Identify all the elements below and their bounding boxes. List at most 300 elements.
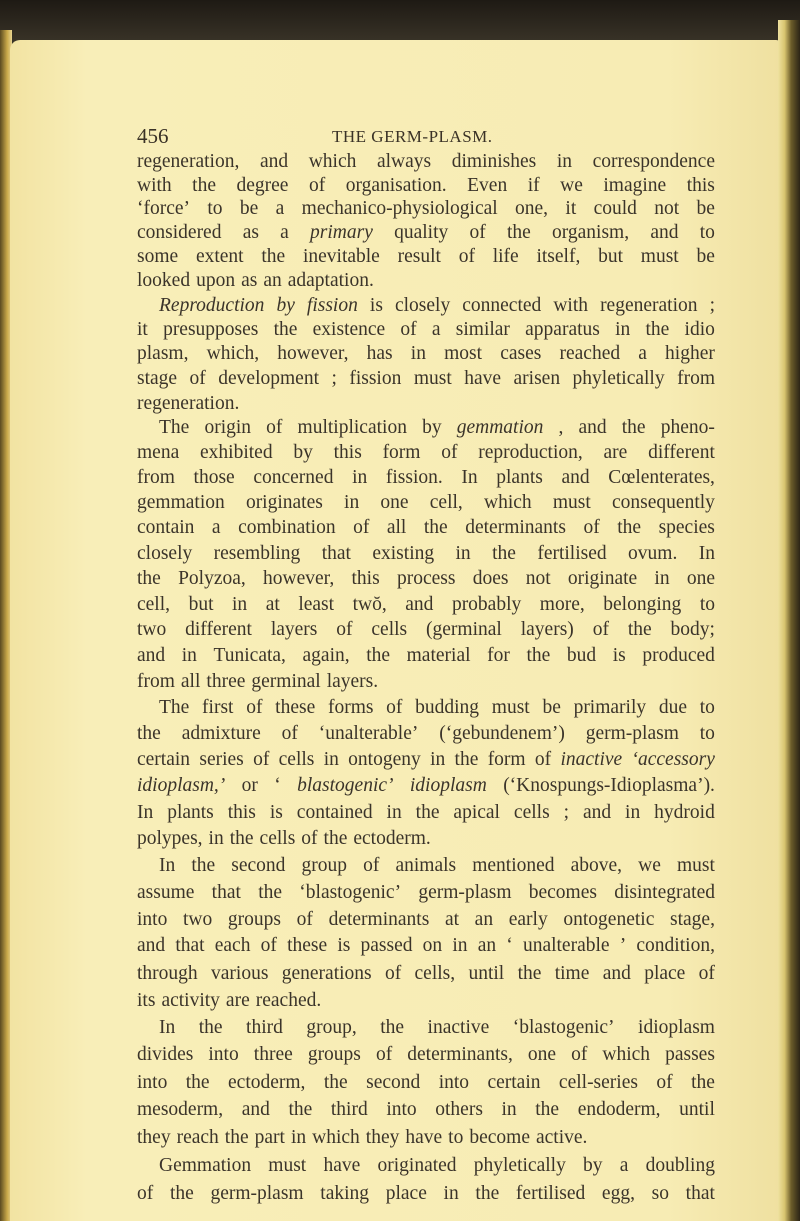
word: belonging (603, 593, 682, 615)
word: however, (277, 343, 349, 365)
word: but (598, 246, 624, 268)
word: ectoderm. (353, 828, 431, 850)
word: from (677, 367, 715, 389)
word: active. (535, 1127, 588, 1149)
word: third (330, 1099, 368, 1121)
word: has (366, 343, 393, 365)
word: contained (296, 801, 373, 823)
word: into (386, 1099, 417, 1121)
word: process (396, 568, 456, 590)
word: of (246, 696, 263, 718)
text-line (137, 466, 715, 490)
word: of (592, 619, 609, 641)
word: a (638, 343, 647, 365)
word: part (254, 1127, 285, 1149)
word: and (561, 467, 590, 489)
text-line (159, 696, 715, 720)
word: on (422, 935, 443, 957)
word: various (211, 962, 269, 984)
word: stage, (670, 908, 715, 930)
text-line (137, 367, 715, 391)
word: group (301, 854, 348, 876)
word: in (410, 343, 426, 365)
word: considered (137, 222, 222, 244)
word: by (293, 442, 313, 464)
word: and (650, 222, 679, 244)
word: imagine (603, 174, 667, 196)
word: until (679, 1099, 715, 1121)
text-line (137, 774, 715, 798)
word: in (344, 492, 360, 514)
text-line (137, 881, 715, 905)
text-line (137, 934, 715, 958)
word: gemmation (137, 492, 225, 514)
word: some (137, 246, 179, 268)
word: the (645, 318, 670, 340)
italic-word: idioplasm (409, 775, 487, 797)
word: to (699, 722, 715, 744)
word: of (583, 517, 600, 539)
word: the (169, 1183, 194, 1204)
word: combination (238, 517, 336, 539)
italic-word: gemmation (456, 417, 544, 439)
text-line (137, 269, 715, 293)
word: different (648, 442, 715, 464)
text-line (137, 593, 715, 617)
word: ‘force’ (137, 198, 191, 220)
word: as (242, 222, 259, 244)
word: groups (227, 908, 281, 930)
word: in (654, 568, 670, 590)
text-line (137, 392, 715, 416)
word: (‘Knospungs-Idioplasma’). (503, 775, 715, 797)
word: germinal (251, 670, 321, 692)
word: disintegrated (614, 881, 715, 903)
word: place (385, 1183, 427, 1204)
word: the (423, 517, 448, 539)
word: and (405, 593, 434, 615)
word: ‘unalterable’ (318, 722, 419, 744)
word: of (386, 696, 403, 718)
italic-word: idioplasm,’ (137, 775, 226, 797)
word: cell-series (558, 1071, 638, 1093)
word: The (159, 417, 190, 439)
word: inevitable (302, 246, 380, 268)
word: connected (462, 294, 542, 316)
word: reach (176, 1127, 219, 1149)
text-line (137, 1043, 715, 1067)
word: for (487, 645, 510, 666)
word: upon (196, 270, 236, 292)
word: into (438, 1071, 470, 1093)
scan-background-top (0, 0, 800, 44)
word: In (159, 1016, 176, 1038)
word: ‘blastogenic’ (299, 881, 402, 903)
word: ontogenetic (563, 908, 655, 930)
word: in (443, 1183, 459, 1204)
word: determinants (328, 908, 430, 930)
word: the (617, 517, 642, 539)
word: itself, (536, 246, 581, 268)
text-line (137, 542, 715, 566)
word: the (535, 1099, 560, 1121)
word: as (241, 270, 258, 292)
word: plants (167, 801, 214, 823)
word: apical (453, 801, 500, 823)
word: to (207, 198, 223, 220)
word: least (298, 593, 335, 615)
word: life (492, 246, 519, 268)
word: be (696, 198, 715, 220)
word: of (571, 1044, 588, 1066)
word: budding (415, 696, 480, 718)
word: that (175, 935, 205, 957)
word: fertilised (537, 542, 607, 564)
book-right-edge (778, 20, 800, 1221)
word: must (677, 854, 715, 876)
word: in (615, 318, 631, 340)
word: at (265, 593, 280, 615)
word: the (517, 962, 542, 984)
word: must (640, 246, 679, 268)
word: to (699, 222, 715, 244)
word: twŏ, (352, 593, 387, 615)
word: two (137, 619, 167, 641)
word: series (199, 749, 244, 771)
word: again, (302, 645, 350, 666)
word: the (380, 1016, 405, 1038)
text-line (137, 827, 715, 851)
word: cells (259, 828, 296, 850)
word: phyletically (473, 1155, 566, 1177)
word: In (698, 542, 715, 564)
word: germ-plasm (210, 1183, 304, 1204)
word: ‘blastogenic’ (512, 1016, 615, 1038)
word: mechanico-physiological (301, 198, 498, 220)
word: in (181, 645, 197, 666)
word: but (188, 593, 214, 615)
italic-word: Reproduction (159, 294, 265, 316)
word: inactive (427, 1016, 490, 1038)
word: this (227, 801, 256, 823)
word: phyletically (572, 367, 665, 389)
italic-word: primary (310, 222, 373, 244)
word: cell, (429, 492, 463, 514)
word: always (376, 151, 432, 172)
word: due (658, 696, 688, 718)
word: fertilised (515, 1183, 586, 1204)
word: these (287, 935, 328, 957)
word: have (405, 1127, 443, 1149)
word: we (560, 174, 583, 196)
word: time (554, 962, 590, 984)
word: egg, (601, 1183, 635, 1204)
italic-word: fission (306, 294, 358, 316)
word: its (137, 989, 156, 1011)
word: Tunicata, (213, 645, 286, 666)
word: pheno- (660, 417, 715, 439)
word: more, (539, 593, 585, 615)
word: second (366, 1071, 421, 1093)
word: passes (665, 1044, 715, 1066)
word: which (484, 492, 532, 514)
word: the (261, 246, 286, 268)
word: have (464, 367, 502, 389)
word: a (431, 318, 441, 340)
word: the (288, 1099, 313, 1121)
word: the (185, 1071, 210, 1093)
word: plasm, (137, 343, 189, 365)
word: a (619, 1155, 629, 1177)
word: and (137, 645, 166, 666)
word: organisation. (345, 174, 447, 196)
word: and (578, 417, 607, 439)
word: in (352, 467, 368, 489)
text-line (137, 150, 715, 174)
word: in (452, 935, 468, 957)
word: are (225, 989, 250, 1011)
word: resembling (213, 542, 301, 564)
word: an (477, 935, 497, 957)
word: animals (395, 854, 457, 876)
word: all (386, 517, 407, 539)
word: which (312, 1127, 360, 1149)
word: from (137, 670, 175, 692)
text-line (137, 567, 715, 591)
word: body; (670, 619, 715, 641)
word: the (192, 174, 216, 196)
word: a (275, 198, 285, 220)
word: that (211, 881, 241, 903)
word: result (397, 246, 441, 268)
word: it (565, 198, 577, 220)
word: idioplasm (638, 1016, 715, 1038)
word: form (487, 749, 526, 771)
word: the (621, 417, 646, 439)
word: are (603, 442, 628, 464)
text-line (137, 342, 715, 366)
word: of (308, 174, 326, 196)
word: into (137, 908, 168, 930)
word: which (602, 1044, 651, 1066)
word: or (241, 775, 258, 797)
italic-word: inactive (560, 749, 623, 771)
word: layers. (326, 670, 379, 692)
word: germ-plasm (585, 722, 679, 744)
word: regeneration (600, 294, 698, 316)
text-line (137, 1126, 715, 1150)
italic-word: by (276, 294, 295, 316)
word: in (556, 151, 573, 172)
word: stage (137, 367, 178, 389)
word: organism, (552, 222, 630, 244)
word: of (189, 367, 206, 389)
text-line (137, 801, 715, 825)
word: of (656, 1071, 673, 1093)
word: the (627, 619, 652, 641)
word: condition, (636, 935, 715, 957)
word: with (137, 174, 172, 196)
text-line (159, 294, 715, 318)
word: the (454, 749, 479, 771)
word: determinants, (407, 1044, 513, 1066)
word: is (269, 801, 283, 823)
word: In (461, 467, 478, 489)
text-line (159, 1016, 715, 1040)
text-line (137, 962, 715, 986)
word: Polyzoa, (178, 568, 246, 590)
word: must (552, 492, 591, 514)
word: the (475, 1183, 500, 1204)
word: cases (500, 343, 542, 365)
word: to (699, 593, 715, 615)
word: extent (195, 246, 244, 268)
word: Even (467, 174, 508, 196)
word: the (492, 542, 516, 564)
word: into (208, 1044, 239, 1066)
word: mena (137, 442, 180, 464)
word: an (263, 270, 282, 292)
word: , (558, 417, 564, 439)
word: reached (559, 343, 621, 365)
word: of (336, 619, 353, 641)
word: of (698, 962, 715, 984)
word: existing (372, 542, 435, 564)
word: three (253, 1044, 293, 1066)
word: becomes (528, 881, 597, 903)
text-line (137, 989, 715, 1013)
word: all (180, 670, 201, 692)
text-line (159, 854, 715, 878)
word: group, (306, 1016, 357, 1038)
word: we (638, 854, 661, 876)
word: in (501, 1099, 517, 1121)
word: and (259, 151, 289, 172)
word: fission. (385, 467, 443, 489)
word: origin (204, 417, 252, 439)
word: reached. (255, 989, 322, 1011)
word: through (137, 962, 198, 984)
word: two (183, 908, 213, 930)
word: arisen (513, 367, 561, 389)
word: these (275, 696, 316, 718)
word: determinants (465, 517, 566, 539)
word: higher (665, 343, 715, 365)
word: the (323, 828, 348, 850)
text-line (137, 197, 715, 221)
word: cells (371, 619, 408, 641)
text-line (137, 174, 715, 198)
word: an (474, 908, 494, 930)
word: into (137, 1071, 168, 1093)
word: by (583, 1155, 603, 1177)
word: not (525, 568, 551, 590)
word: different (185, 619, 252, 641)
word: of (534, 749, 552, 771)
text-line (137, 441, 715, 465)
text-line (137, 516, 715, 540)
word: passed (360, 935, 413, 957)
word: that (685, 1183, 715, 1204)
word: in (290, 1127, 307, 1149)
word: by (422, 417, 442, 439)
text-line (159, 1154, 715, 1178)
word: assume (137, 881, 195, 903)
word: unalterable (522, 935, 610, 957)
word: those (193, 467, 235, 489)
word: probably (451, 593, 522, 615)
text-line (137, 221, 715, 245)
text-line (137, 670, 715, 694)
word: Gemmation (159, 1155, 252, 1177)
word: to (699, 696, 715, 718)
word: ’ (619, 935, 627, 957)
word: of (384, 962, 402, 984)
word: of (137, 1183, 154, 1204)
word: of (260, 935, 277, 957)
text-line (159, 416, 715, 440)
word: this (686, 174, 715, 196)
word: from (137, 467, 175, 489)
word: others (435, 1099, 483, 1121)
word: groups (307, 1044, 361, 1066)
word: looked (137, 270, 191, 292)
word: this (333, 442, 362, 464)
word: one, (515, 198, 549, 220)
word: which, (206, 343, 260, 365)
text-line (137, 1182, 715, 1206)
word: that (321, 542, 351, 564)
text-line (137, 318, 715, 342)
text-line (137, 491, 715, 515)
word: divides (137, 1044, 194, 1066)
word: is (337, 935, 351, 957)
word: the (273, 318, 298, 340)
word: the (224, 1127, 249, 1149)
word: activity (161, 989, 220, 1011)
word: in (430, 749, 446, 771)
word: become (469, 1127, 530, 1149)
word: ; (709, 294, 715, 316)
word: existence (312, 318, 386, 340)
word: of (469, 222, 486, 244)
word: of (458, 246, 475, 268)
word: to (448, 1127, 464, 1149)
word: apparatus (525, 318, 600, 340)
word: similar (455, 318, 510, 340)
word: of (441, 442, 458, 464)
word: is (369, 294, 383, 316)
word: not (654, 198, 680, 220)
word: most (444, 343, 483, 365)
word: plants (496, 467, 543, 489)
word: quality (394, 222, 449, 244)
word: germ-plasm (418, 881, 512, 903)
word: the (366, 645, 391, 666)
word: endoderm, (577, 1099, 661, 1121)
word: in (323, 749, 339, 771)
word: must (268, 1155, 307, 1177)
word: closely (137, 542, 193, 564)
word: exhibited (200, 442, 273, 464)
word: certain (137, 749, 191, 771)
word: in (386, 801, 402, 823)
word: with (553, 294, 589, 316)
word: above, (570, 854, 623, 876)
word: a (280, 222, 289, 244)
word: be (239, 198, 259, 220)
word: the (323, 1071, 348, 1093)
